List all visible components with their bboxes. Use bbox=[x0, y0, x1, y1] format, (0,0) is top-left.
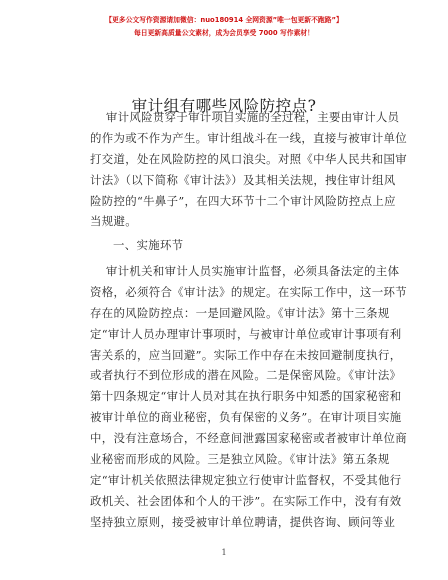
text-line: 被审计单位的商业秘密，负有保密的义务”。在审计项目实施 bbox=[90, 410, 402, 425]
text-line: 定“审计机关依照法律规定独立行使审计监督权，不受其他行 bbox=[90, 472, 402, 487]
promo-banner-line-2: 每日更新高质量公文素材，成为会员享受 7000 写作素材！ bbox=[134, 29, 314, 37]
text-line: 的作为或不作为产生。审计组战斗在一线，直接与被审计单位 bbox=[90, 130, 407, 145]
section-heading-1: 一、实施环节 bbox=[113, 238, 184, 252]
text-line: 害关系的，应当回避”。实际工作中存在未按回避制度执行， bbox=[90, 347, 402, 362]
text-line: 险防控的“牛鼻子”，在四大环节十二个审计风险防控点上应 bbox=[90, 193, 396, 208]
text-line: 业秘密而形成的风险。三是独立风险。《审计法》第五条规 bbox=[90, 452, 390, 467]
promo-banner bbox=[0, 14, 448, 40]
text-line: 政机关、社会团体和个人的干涉”。在实际工作中，没有有效 bbox=[90, 493, 402, 508]
text-line: 定“审计人员办理审计事项时，与被审计单位或审计事项有利 bbox=[90, 326, 402, 341]
text-line: 打交道，处在风险防控的风口浪尖。对照《中华人民共和国审 bbox=[90, 151, 407, 166]
promo-banner-line-1: 【更多公文写作资源请加微信：nuo180914 全网资源”唯一包更新不跑路”】 bbox=[105, 16, 343, 24]
intro-paragraph-lines bbox=[90, 107, 406, 232]
text-line: 资格，必须符合《审计法》的规定。在实际工作中，这一环节 bbox=[90, 284, 407, 299]
text-line: 中，没有注意场合，不经意间泄露国家秘密或者被审计单位商 bbox=[90, 431, 407, 446]
document-title: 审计组有哪些风险防控点? bbox=[131, 97, 317, 115]
text-line: 存在的风险防控点：一是回避风险。《审计法》第十三条规 bbox=[90, 305, 390, 320]
text-line: 审计机关和审计人员实施审计监督，必须具备法定的主体 bbox=[90, 264, 400, 278]
text-line: 坚持独立原则，接受被审计单位聘请，提供咨询、顾问等业 bbox=[90, 514, 396, 529]
text-line: 计法》（以下简称《审计法》）及其相关法规，拽住审计组风 bbox=[90, 172, 396, 187]
text-line: 或者执行不到位形成的潜在风险。二是保密风险。《审计法》 bbox=[90, 368, 402, 383]
page-number: 1 bbox=[221, 548, 227, 557]
text-line: 当规避。 bbox=[90, 214, 137, 229]
text-line: 审计风险贯穿于审计项目实施的全过程，主要由审计人员 bbox=[90, 110, 400, 124]
section1-paragraph bbox=[90, 261, 406, 533]
text-line: 第十四条规定“审计人员对其在执行职务中知悉的国家秘密和 bbox=[90, 389, 402, 404]
